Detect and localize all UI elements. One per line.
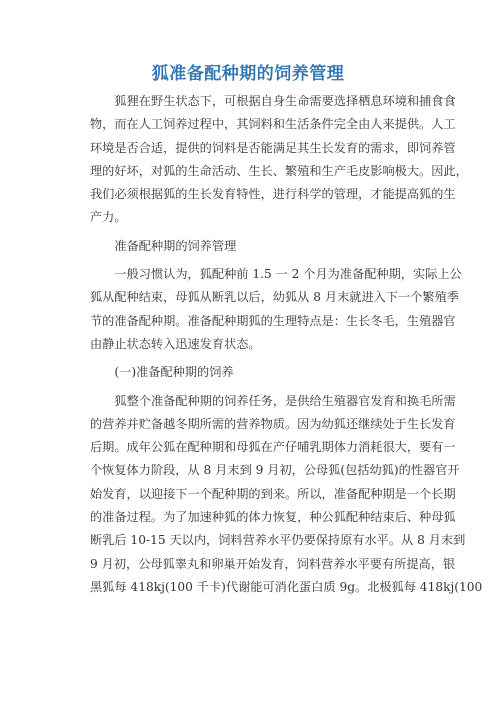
text-line: 黑狐每 418kj(100 千卡)代谢能可消化蛋白质 9g。北极狐每 418kj(100	[90, 579, 483, 594]
document-body	[90, 90, 483, 604]
paragraph-period	[90, 263, 462, 356]
text-line: 的营养并贮备越冬期所需的营养物质。因为幼狐还继续处于生长发育	[90, 416, 456, 431]
text-line: 产力。	[90, 210, 127, 225]
subsection-heading	[90, 361, 406, 384]
text-line: 的准备过程。为了加速种狐的体力恢复，种公狐配种结束后、种母狐	[90, 510, 456, 525]
text-line: 始发育，以迎接下一个配种期的到来。所以，准备配种期是一个长期	[90, 486, 456, 501]
text-line: 狐整个准备配种期的饲养任务，是供给生殖器官发育和换毛所需	[114, 393, 456, 408]
document-title: 狐准备配种期的饲养管理	[151, 64, 345, 84]
paragraph-feeding	[90, 390, 483, 600]
text-line: 理的好坏，对狐的生命活动、生长、繁殖和生产毛皮影响极大。因此，	[90, 163, 468, 178]
text-line: 节的准备配种期。准备配种期狐的生理特点是：生长冬毛，生殖器官	[90, 313, 456, 328]
text-line: 物，而在人工饲养过程中，其饲料和生活条件完全由人来提供。人工	[90, 117, 456, 132]
section-heading	[90, 235, 406, 258]
text-line: 个恢复体力阶段，从 8 月末到 9 月初，公母狐(包括幼狐)的性器官开	[90, 463, 460, 478]
text-line: 我们必须根据狐的生长发育特性，进行科学的管理，才能提高狐的生	[90, 187, 456, 202]
text-line: 环境是否合适，提供的饲料是否能满足其生长发育的需求，即饲养管	[90, 140, 456, 155]
text-line: (一)准备配种期的饲养	[114, 365, 234, 380]
text-line: 断乳后 10-15 天以内，饲料营养水平仍要保持原有水平。从 8 月末到	[90, 533, 466, 548]
text-line: 狐从配种结束，母狐从断乳以后，幼狐从 8 月末就进入下一个繁殖季	[90, 290, 459, 305]
text-line: 由静止状态转入迅速发育状态。	[90, 336, 261, 351]
text-line: 一般习惯认为，狐配种前 1.5 一 2 个月为准备配种期，实际上公	[114, 267, 462, 282]
text-line: 狐狸在野生状态下，可根据自身生命需要选择栖息环境和捕食食	[114, 94, 456, 108]
text-line: 准备配种期的饲养管理	[114, 238, 237, 253]
paragraph-intro	[90, 90, 468, 230]
text-line: 后期。成年公狐在配种期和母狐在产仔哺乳期体力消耗很大，要有一	[90, 440, 456, 455]
text-line: 9 月初，公母狐睾丸和卵巢开始发育，饲料营养水平要有所提高，银	[90, 556, 456, 571]
